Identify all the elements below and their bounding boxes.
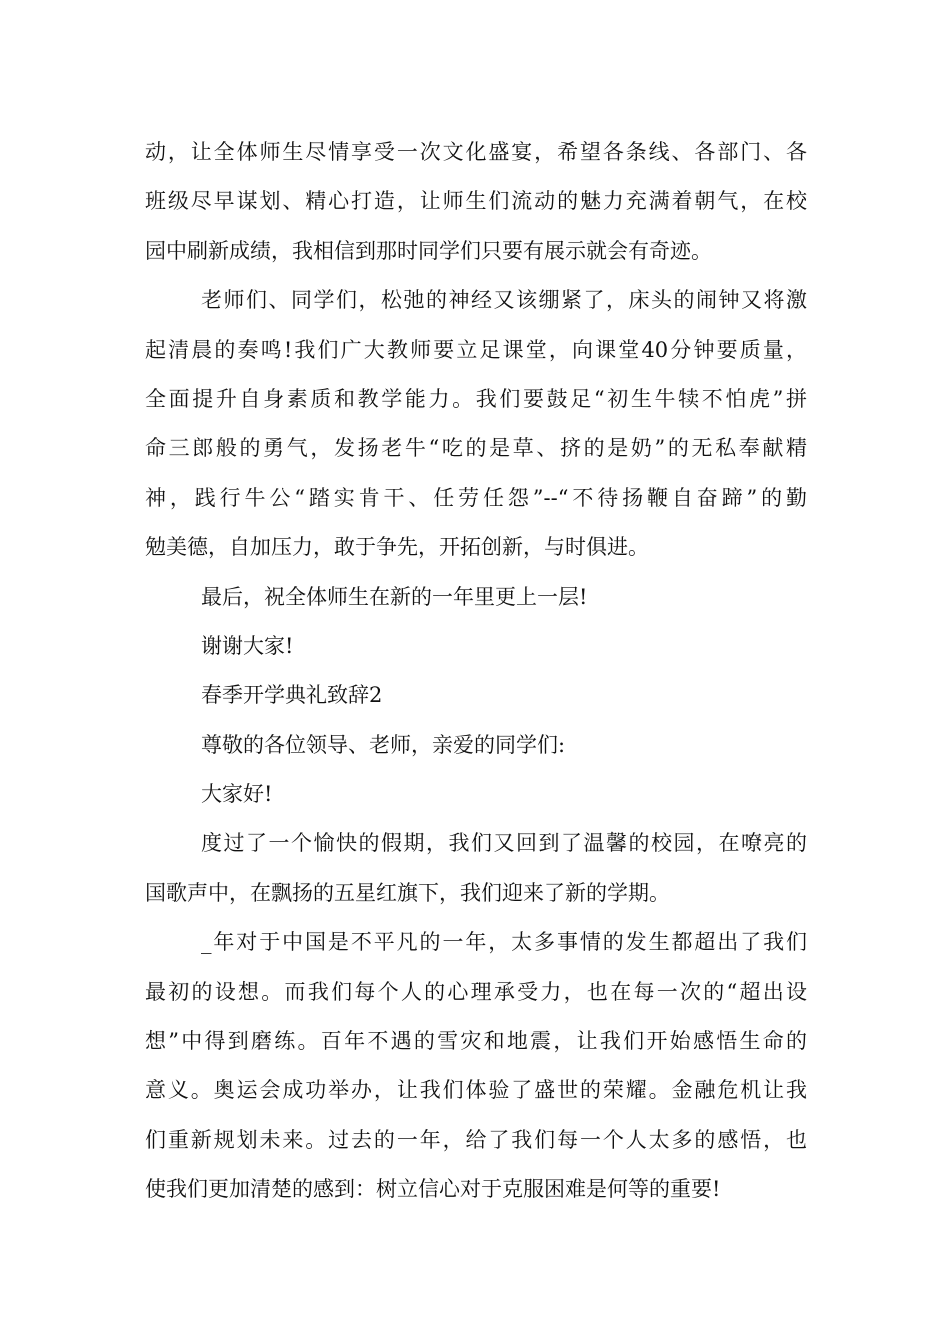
section-title: 春季开学典礼致辞2: [201, 683, 383, 708]
closing-wish: 最后，祝全体师生在新的一年里更上一层!: [201, 584, 588, 609]
text-line: 们重新规划未来。过去的一年，给了我们每一个人太多的感悟，也: [145, 1127, 807, 1152]
text-line: 想”中得到磨练。百年不遇的雪灾和地震，让我们开始感悟生命的: [145, 1029, 807, 1054]
greeting: 大家好!: [201, 782, 273, 807]
thanks-line: 谢谢大家!: [201, 633, 294, 658]
text-line: 最初的设想。而我们每个人的心理承受力，也在每一次的“超出设: [145, 979, 807, 1004]
paragraph-first-line: 老师们、同学们，松弛的神经又该绷紧了，床头的闹钟又将激: [201, 288, 807, 313]
text-line: 神，践行牛公“踏实肯干、任劳任怨”--“不待扬鞭自奋蹄”的勤: [145, 485, 807, 510]
text-line: 起清晨的奏鸣!我们广大教师要立足课堂，向课堂40分钟要质量，: [145, 337, 807, 362]
paragraph-first-line: _年对于中国是不平凡的一年，太多事情的发生都超出了我们: [201, 930, 807, 955]
text-line: 勉美德，自加压力，敢于争先，开拓创新，与时俱进。: [145, 535, 649, 560]
document-body: [145, 128, 807, 1215]
text-line: 使我们更加清楚的感到：树立信心对于克服困难是何等的重要!: [145, 1177, 721, 1202]
text-line: 命三郎般的勇气，发扬老牛“吃的是草、挤的是奶”的无私奉献精: [145, 436, 807, 461]
text-line: 全面提升自身素质和教学能力。我们要鼓足“初生牛犊不怕虎”拼: [145, 386, 807, 411]
paragraph-first-line: 度过了一个愉快的假期，我们又回到了温馨的校园，在嘹亮的: [201, 831, 807, 856]
text-line: 班级尽早谋划、精心打造，让师生们流动的魅力充满着朝气，在校: [145, 189, 807, 214]
text-line: 意义。奥运会成功举办，让我们体验了盛世的荣耀。金融危机让我: [145, 1078, 807, 1103]
text-line: 动，让全体师生尽情享受一次文化盛宴，希望各条线、各部门、各: [145, 140, 807, 164]
salutation: 尊敬的各位领导、老师，亲爱的同学们:: [201, 732, 566, 757]
text-line: 国歌声中，在飘扬的五星红旗下，我们迎来了新的学期。: [145, 880, 670, 905]
text-line: 园中刷新成绩，我相信到那时同学们只要有展示就会有奇迹。: [145, 238, 712, 263]
